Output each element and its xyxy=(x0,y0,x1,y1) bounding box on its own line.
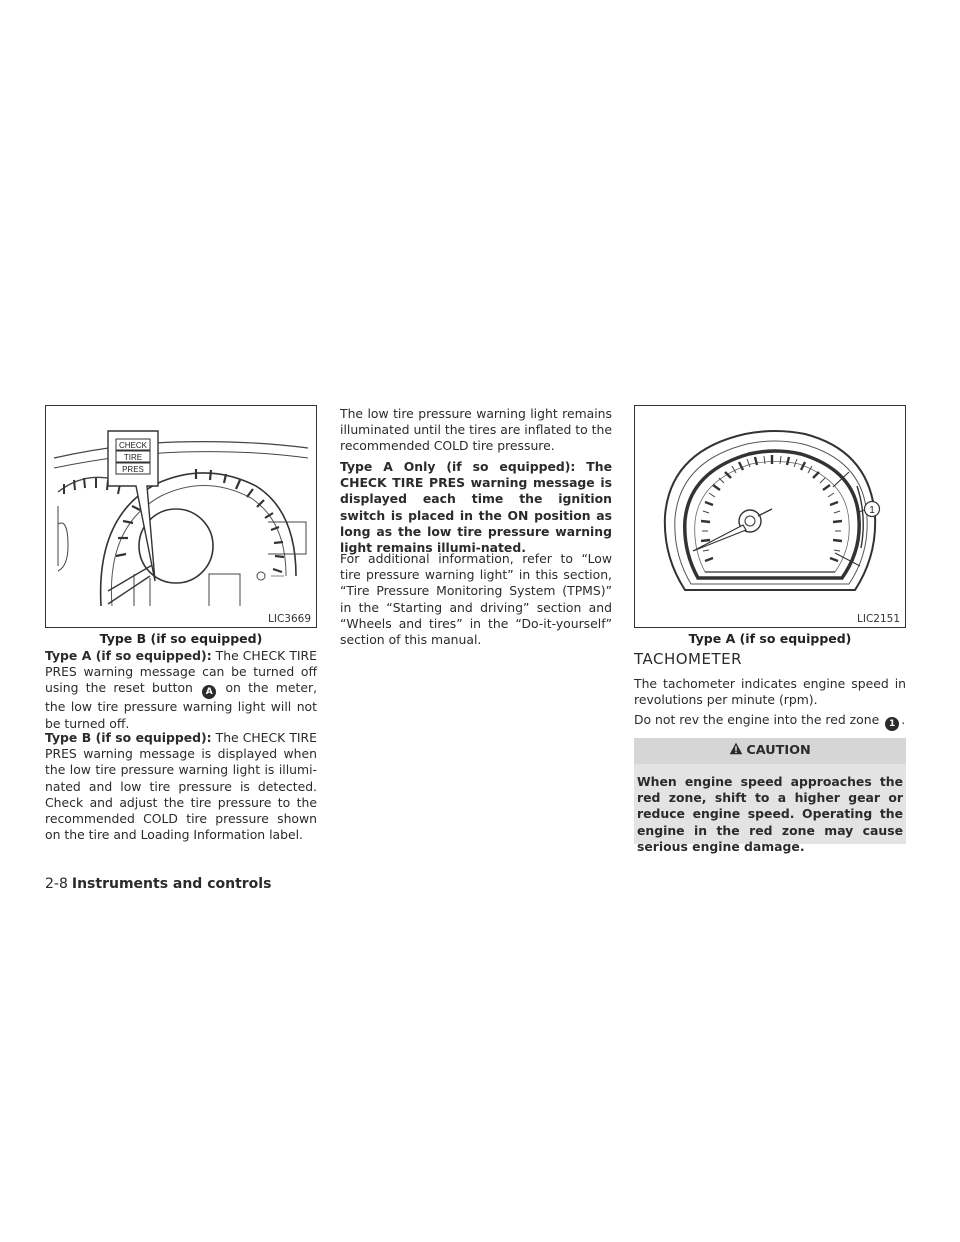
figure-caption: Type A (if so equipped) xyxy=(688,631,852,646)
section-heading-tachometer: TACHOMETER xyxy=(634,650,743,668)
cluster-illustration xyxy=(46,406,316,627)
page-number: 2-8 xyxy=(45,876,68,892)
caution-title: CAUTION xyxy=(746,743,811,758)
paragraph-additional-info: For additional information, refer to “Low tire pressure warning light” in this section, “Tire Pressure Monitoring System (TPMS)” in the “Starting and driving” section and “Wheels and tires” in the “Do-it-yourself” section of this manual. xyxy=(340,551,612,648)
lead-type-a: Type A (if so equipped): xyxy=(45,648,212,663)
paragraph-type-a-only: Type A Only (if so equipped): The CHECK TIRE PRES warning message is displayed each time the ignition switch is placed in the ON position as long as the low tire pressure warning light remains illumi-nated. xyxy=(340,459,612,556)
figure-cluster-type-b xyxy=(45,405,317,628)
paragraph-type-b xyxy=(45,730,317,843)
page-footer xyxy=(45,876,271,892)
paragraph-remains-illuminated: The low tire pressure warning light remains illuminated until the tires are inflated to the recommended COLD tire pressure. xyxy=(340,406,612,454)
callout-1: 1 xyxy=(869,505,875,516)
caution-header xyxy=(634,738,906,764)
text-segment: Do not rev the engine into the red zone xyxy=(634,712,884,727)
display-line-check: CHECK xyxy=(118,441,148,450)
tachometer-illustration xyxy=(635,406,905,627)
display-line-pres: PRES xyxy=(122,465,144,474)
figure-caption: Type B (if so equipped) xyxy=(99,631,263,646)
marker-a-icon: A xyxy=(202,685,216,699)
paragraph-red-zone xyxy=(634,712,906,731)
figure-code: LIC3669 xyxy=(268,613,311,625)
caution-text: When engine speed approaches the red zone, shift to a higher gear or reduce engine speed. Operating the engine in the red zone may cause serious engine damage. xyxy=(637,774,903,854)
text-segment: . xyxy=(901,712,906,727)
footer-section-title: Instruments and controls xyxy=(71,876,272,892)
warning-triangle-icon xyxy=(729,742,743,755)
text-segment: on the meter, the low tire pressure warning light will not be turned off. xyxy=(45,680,318,731)
figure-tachometer-type-a xyxy=(634,405,906,628)
paragraph-tachometer-intro: The tachometer indicates engine speed in revolutions per minute (rpm). xyxy=(634,676,906,708)
lead-type-b: Type B (if so equipped): xyxy=(45,730,212,745)
display-line-tire: TIRE xyxy=(123,453,143,462)
figure-code: LIC2151 xyxy=(857,613,900,625)
caution-box xyxy=(634,738,906,854)
paragraph-type-a xyxy=(45,648,317,732)
marker-1-icon: 1 xyxy=(885,717,899,731)
text-segment: The CHECK TIRE PRES warning message is displayed when the low tire pressure warning light is illumi-nated and low tire pressure is detected. Check and adjust the tire pressure to the recommended COLD tire pressure shown on the tire and Loading Information label. xyxy=(45,730,317,843)
text-segment: The CHECK TIRE PRES warning message can be turned off using the reset button xyxy=(45,648,317,696)
